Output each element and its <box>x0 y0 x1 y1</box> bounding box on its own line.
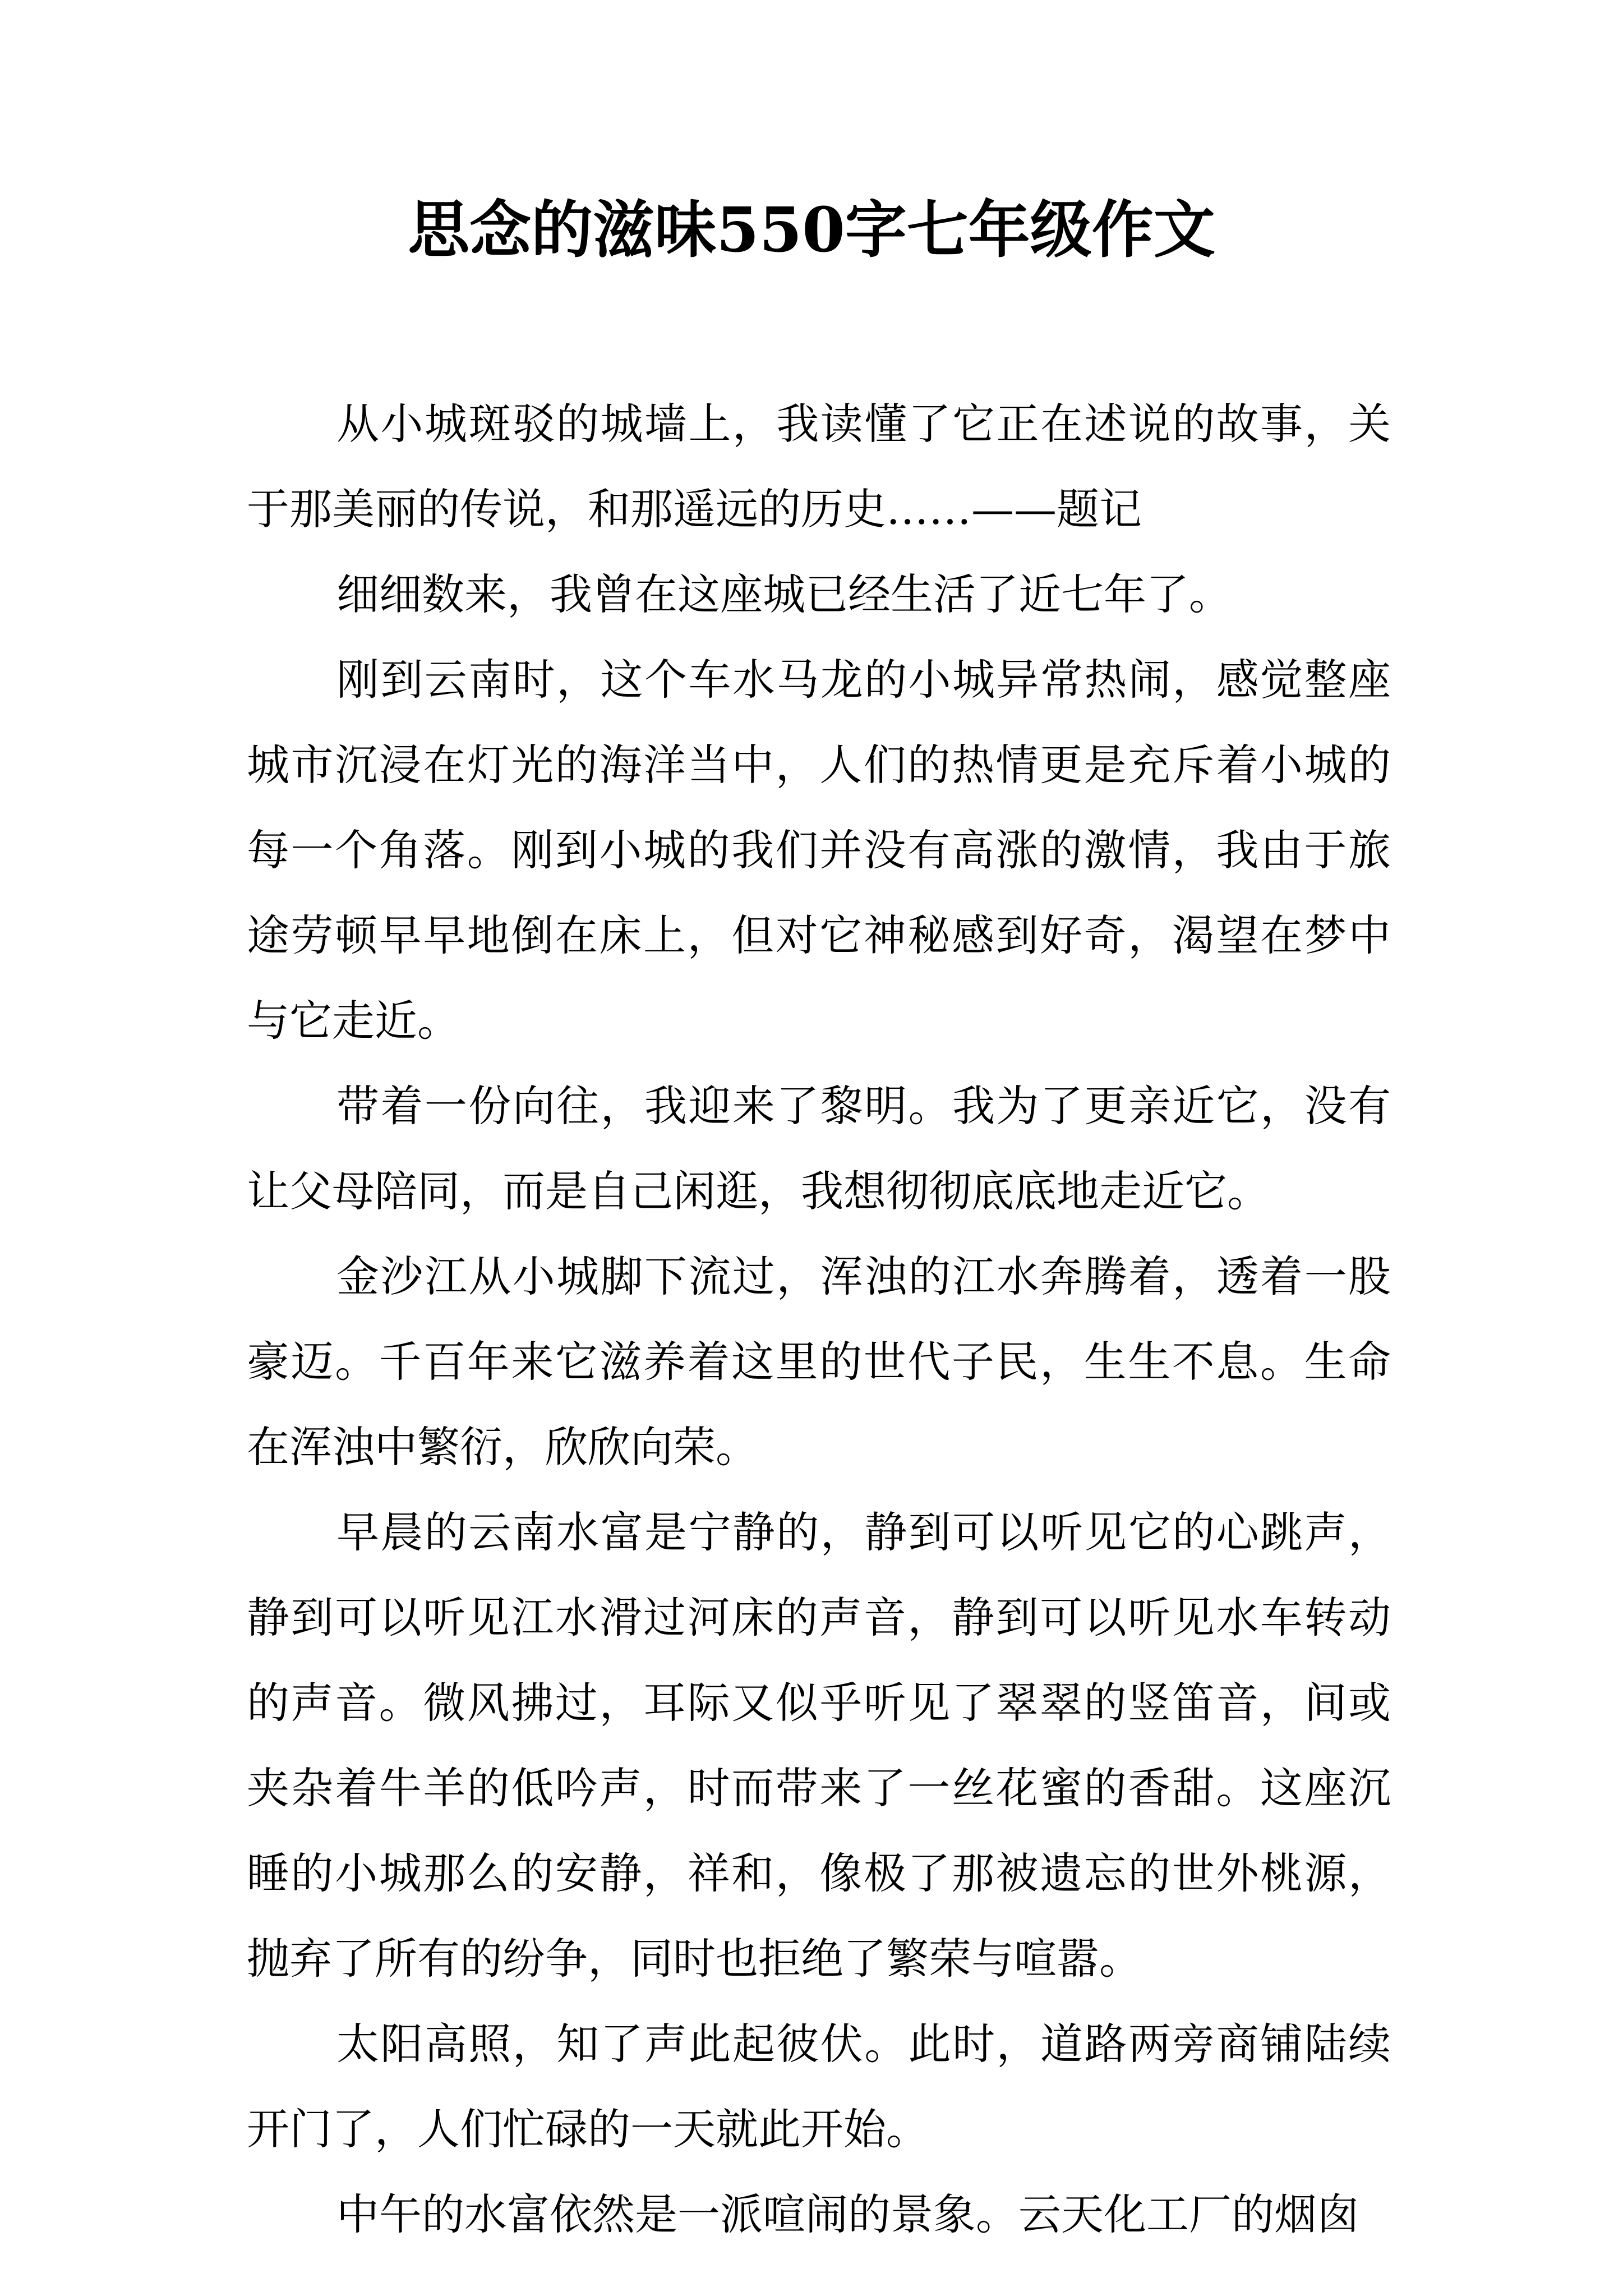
paragraph-6: 早晨的云南水富是宁静的，静到可以听见它的心跳声，静到可以听见江水滑过河床的声音，静到可以听见水车转动的声音。微风拂过，耳际又似乎听见了翠翠的竖笛音，间或夹杂着牛羊的低吟声，时而带来了一丝花蜜的香甜。这座沉睡的小城那么的安静，祥和，像极了那被遗忘的世外桃源，抛弃了所有的纷争，同时也拒绝了繁荣与喧嚣。 <box>247 1507 1391 1984</box>
document-body <box>247 381 1391 2257</box>
document-title: 思念的滋味550字七年级作文 <box>408 194 1215 266</box>
paragraph-2: 细细数来，我曾在这座城已经生活了近七年了。 <box>336 569 1232 619</box>
paragraph-8: 中午的水富依然是一派喧闹的景象。云天化工厂的烟囱 <box>336 2189 1359 2239</box>
paragraph-3: 刚到云南时，这个车水马龙的小城异常热闹，感觉整座城市沉浸在灯光的海洋当中，人们的热情更是充斥着小城的每一个角落。刚到小城的我们并没有高涨的激情，我由于旅途劳顿早早地倒在床上，但对它神秘感到好奇，渴望在梦中与它走近。 <box>247 655 1391 1046</box>
paragraph-7: 太阳高照，知了声此起彼伏。此时，道路两旁商铺陆续开门了，人们忙碌的一天就此开始。 <box>247 2019 1391 2154</box>
paragraph-5: 金沙江从小城脚下流过，浑浊的江水奔腾着，透着一股豪迈。千百年来它滋养着这里的世代子民，生生不息。生命在浑浊中繁衍，欣欣向荣。 <box>247 1251 1391 1472</box>
paragraph-4: 带着一份向往，我迎来了黎明。我为了更亲近它，没有让父母陪同，而是自己闲逛，我想彻彻底底地走近它。 <box>247 1081 1391 1216</box>
paragraph-1: 从小城斑驳的城墙上，我读懂了它正在述说的故事，关于那美丽的传说，和那遥远的历史……——题记 <box>247 399 1391 534</box>
